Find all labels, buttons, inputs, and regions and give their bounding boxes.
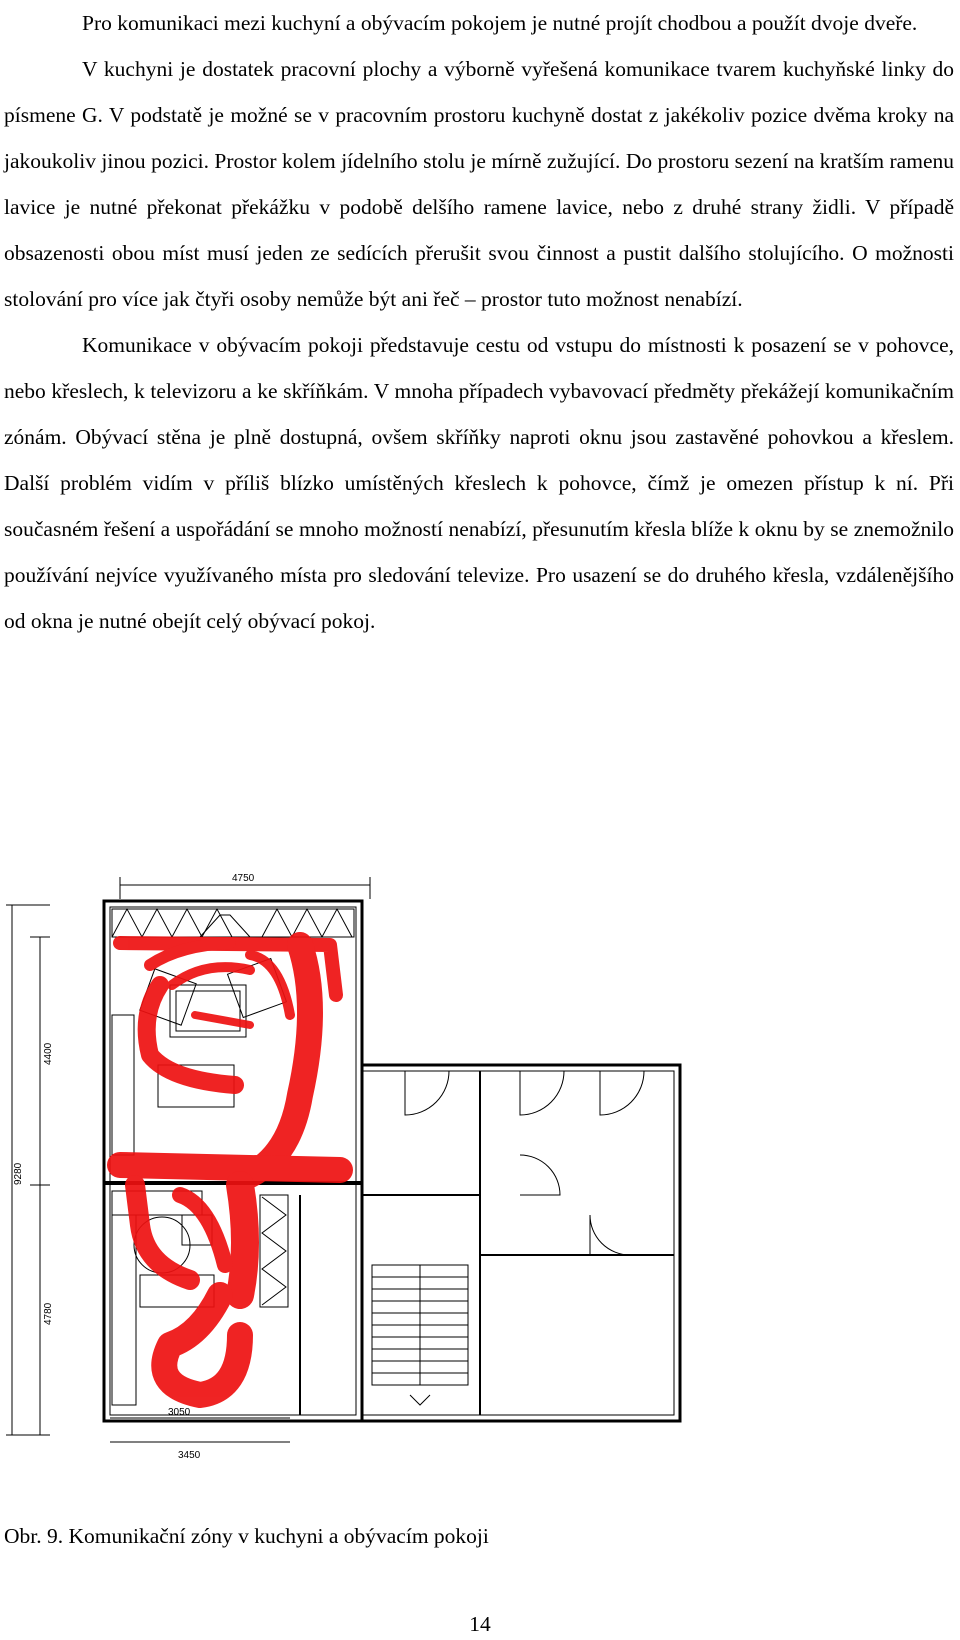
doors	[405, 1071, 644, 1255]
stairs	[372, 1265, 468, 1405]
paragraph-3: Komunikace v obývacím pokoji představuje cestu od vstupu do místnosti k posazení se v pohovce, nebo křeslech, k televizoru a ke skříňkám. V mnoha případech vybavovací předměty překážejí komunikačním zónám. Obývací stěna je plně dostupná, ovšem skříňky naproti oknu jsou zastavěné pohovkou a křeslem. Další problém vidím v příliš blízko umístěných křeslech k pohovce, čímž je omezen přístup k ní. Při současném řešení a uspořádání se mnoho možností nenabízí, přesunutím křesla blíže k oknu by se znemožnilo používání nejvíce využívaného místa pro sledování televize. Pro usazení se do druhého křesla, vzdálenějšího od okna je nutné obejít celý obývací pokoj.	[4, 333, 954, 633]
wall-unit	[112, 909, 354, 937]
page-number: 14	[469, 1612, 491, 1636]
body-text	[4, 0, 954, 644]
dim-top-width: 4750	[232, 873, 255, 884]
dim-bottom-inner: 3050	[168, 1407, 191, 1418]
figure-caption: Obr. 9. Komunikační zóny v kuchyni a obývacím pokoji	[4, 1524, 489, 1548]
paragraph-1: Pro komunikaci mezi kuchyní a obývacím pokojem je nutné projít chodbou a použít dvoje dveře.	[82, 11, 918, 35]
paragraph-2: V kuchyni je dostatek pracovní plochy a výborně vyřešená komunikace tvarem kuchyňské linky do písmene G. V podstatě je možné se v pracovním prostoru kuchyně dostat z jakékoliv pozice dvěma kroky na jakoukoliv jinou pozici. Prostor kolem jídelního stolu je mírně zužující. Do prostoru sezení na kratším ramenu lavice je nutné překonat překážku v podobě delšího ramene lavice, nebo z druhé strany židli. V případě obsazenosti obou míst musí jeden ze sedících přerušit svou činnost a pustit dalšího stolujícího. O možnosti stolování pro více jak čtyři osoby nemůže být ani řeč – prostor tuto možnost nenabízí.	[4, 57, 954, 311]
floor-plan-figure	[0, 865, 760, 1495]
dim-bottom-outer: 3450	[178, 1450, 201, 1461]
dim-left-total: 9280	[13, 1162, 24, 1185]
communication-zones	[120, 943, 340, 1395]
dim-left-upper: 4400	[43, 1042, 54, 1065]
dim-left-lower: 4780	[43, 1302, 54, 1325]
floor-plan-drawing	[0, 865, 760, 1495]
